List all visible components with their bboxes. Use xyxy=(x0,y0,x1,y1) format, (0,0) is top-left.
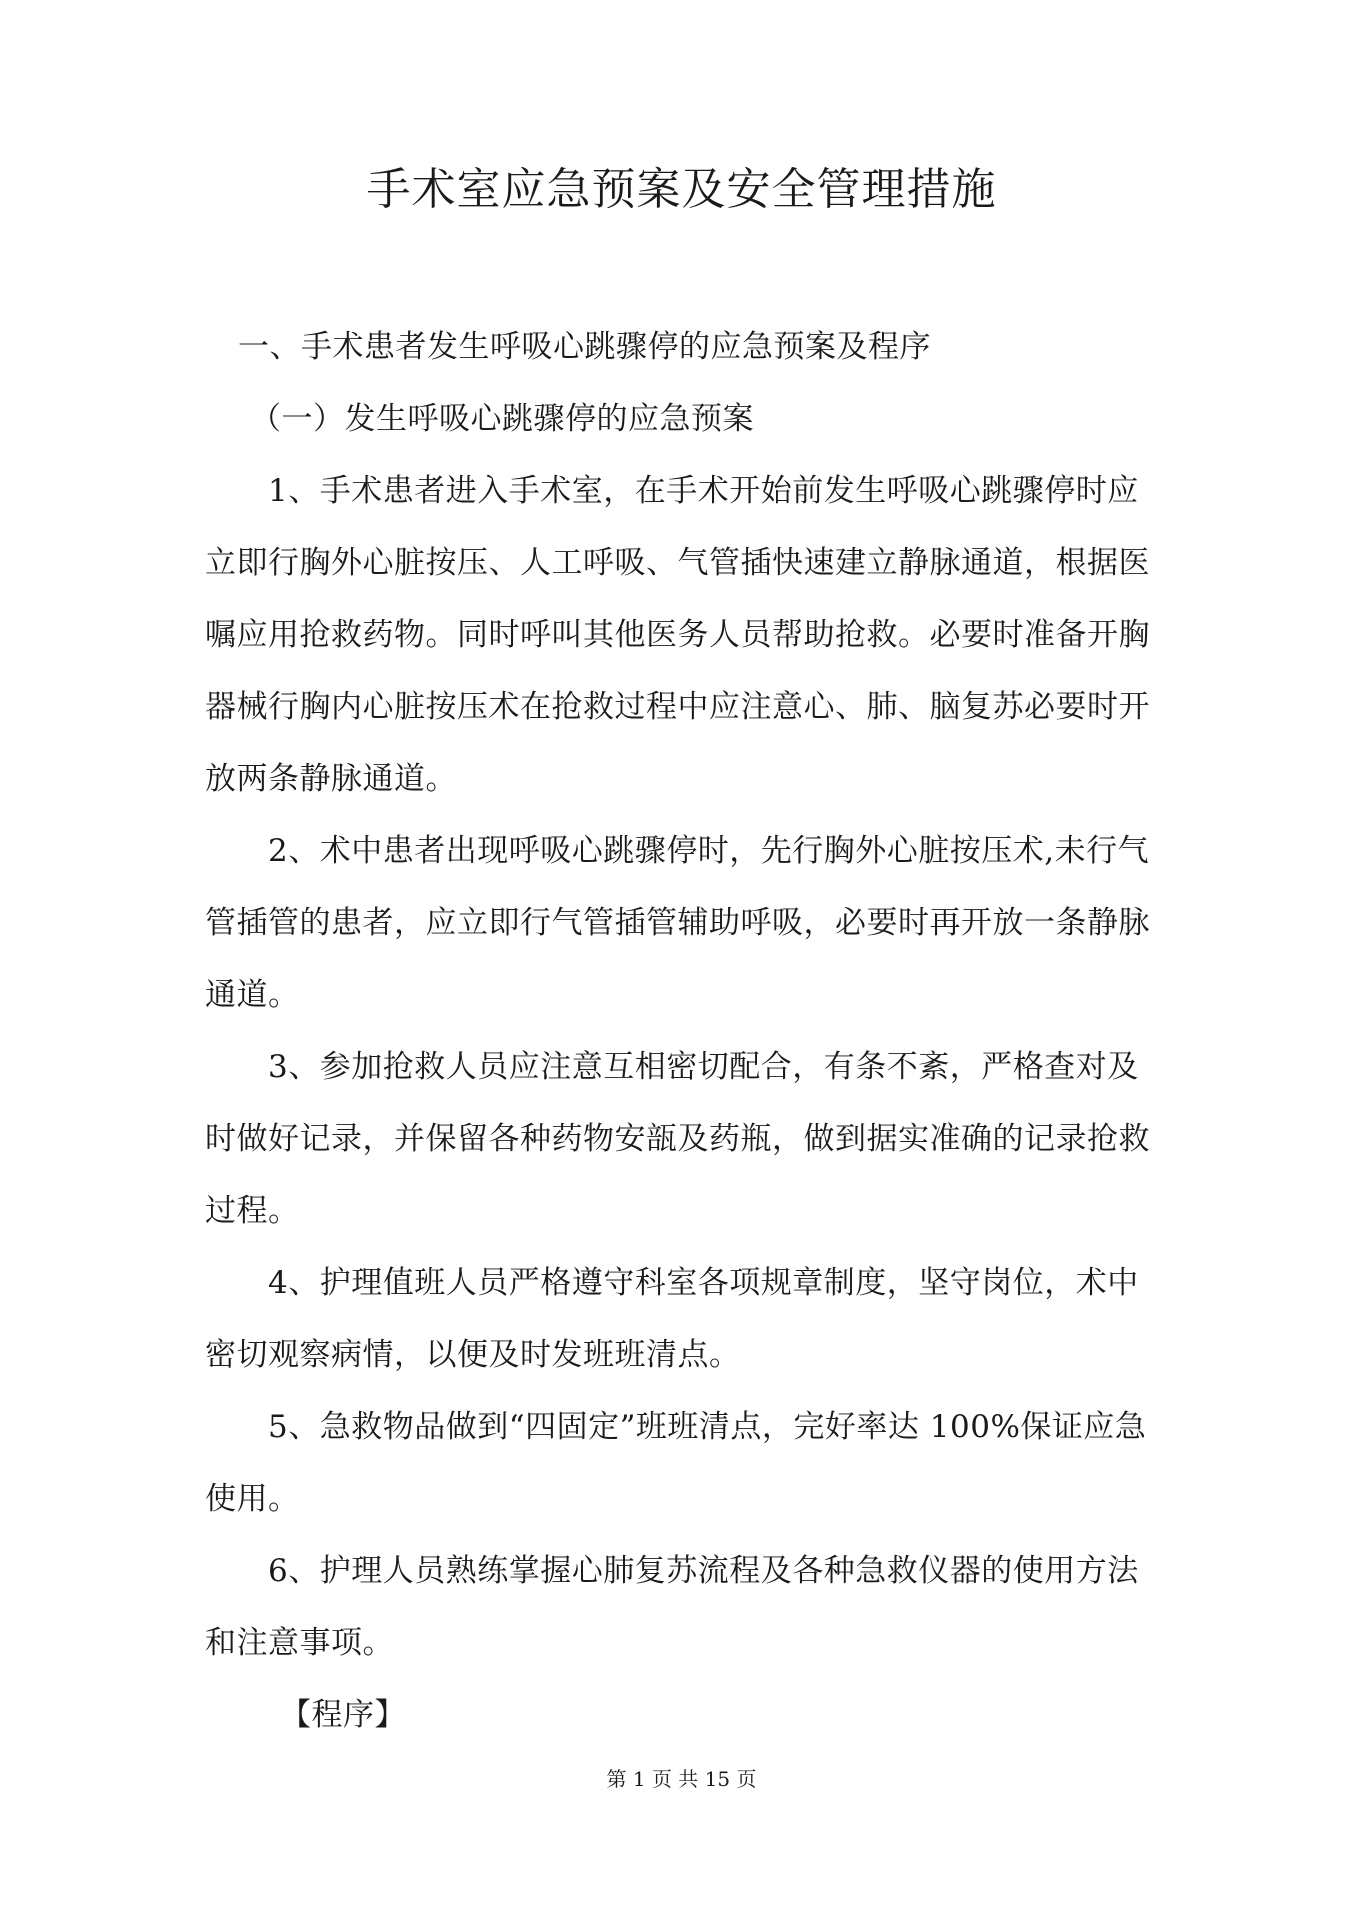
paragraph-3-line-3: 过程。 xyxy=(205,1193,300,1229)
section-heading: 一、手术患者发生呼吸心跳骤停的应急预案及程序 xyxy=(238,329,931,365)
paragraph-6-line-1: 6、护理人员熟练掌握心肺复苏流程及各种急救仪器的使用方法 xyxy=(268,1553,1139,1589)
paragraph-6-line-2: 和注意事项。 xyxy=(205,1625,394,1661)
paragraph-1-line-5: 放两条静脉通道。 xyxy=(205,761,457,797)
paragraph-5-line-1: 5、急救物品做到“四固定”班班清点，完好率达 100%保证应急 xyxy=(268,1409,1147,1445)
paragraph-1-line-4: 器械行胸内心脏按压术在抢救过程中应注意心、肺、脑复苏必要时开 xyxy=(205,689,1150,725)
paragraph-4-line-1: 4、护理值班人员严格遵守科室各项规章制度，坚守岗位，术中 xyxy=(268,1265,1139,1301)
paragraph-3-line-1: 3、参加抢救人员应注意互相密切配合，有条不紊，严格查对及 xyxy=(268,1049,1139,1085)
paragraph-1-line-3: 嘱应用抢救药物。同时呼叫其他医务人员帮助抢救。必要时准备开胸 xyxy=(205,617,1150,653)
paragraph-3-line-2: 时做好记录，并保留各种药物安瓿及药瓶，做到据实准确的记录抢救 xyxy=(205,1121,1150,1157)
paragraph-2-line-2: 管插管的患者，应立即行气管插管辅助呼吸，必要时再开放一条静脉 xyxy=(205,905,1150,941)
paragraph-5-line-2: 使用。 xyxy=(205,1481,300,1517)
procedure-heading: 【程序】 xyxy=(280,1697,406,1733)
subsection-heading: （一）发生呼吸心跳骤停的应急预案 xyxy=(250,401,754,437)
document-title: 手术室应急预案及安全管理措施 xyxy=(366,164,997,215)
page-footer: 第 1 页 共 15 页 xyxy=(606,1767,757,1791)
paragraph-1-line-2: 立即行胸外心脏按压、人工呼吸、气管插快速建立静脉通道，根据医 xyxy=(205,545,1150,581)
paragraph-1-line-1: 1、手术患者进入手术室，在手术开始前发生呼吸心跳骤停时应 xyxy=(268,473,1139,509)
paragraph-4-line-2: 密切观察病情，以便及时发班班清点。 xyxy=(205,1337,741,1373)
paragraph-2-line-3: 通道。 xyxy=(205,977,300,1013)
paragraph-2-line-1: 2、术中患者出现呼吸心跳骤停时，先行胸外心脏按压术,未行气 xyxy=(268,833,1150,869)
